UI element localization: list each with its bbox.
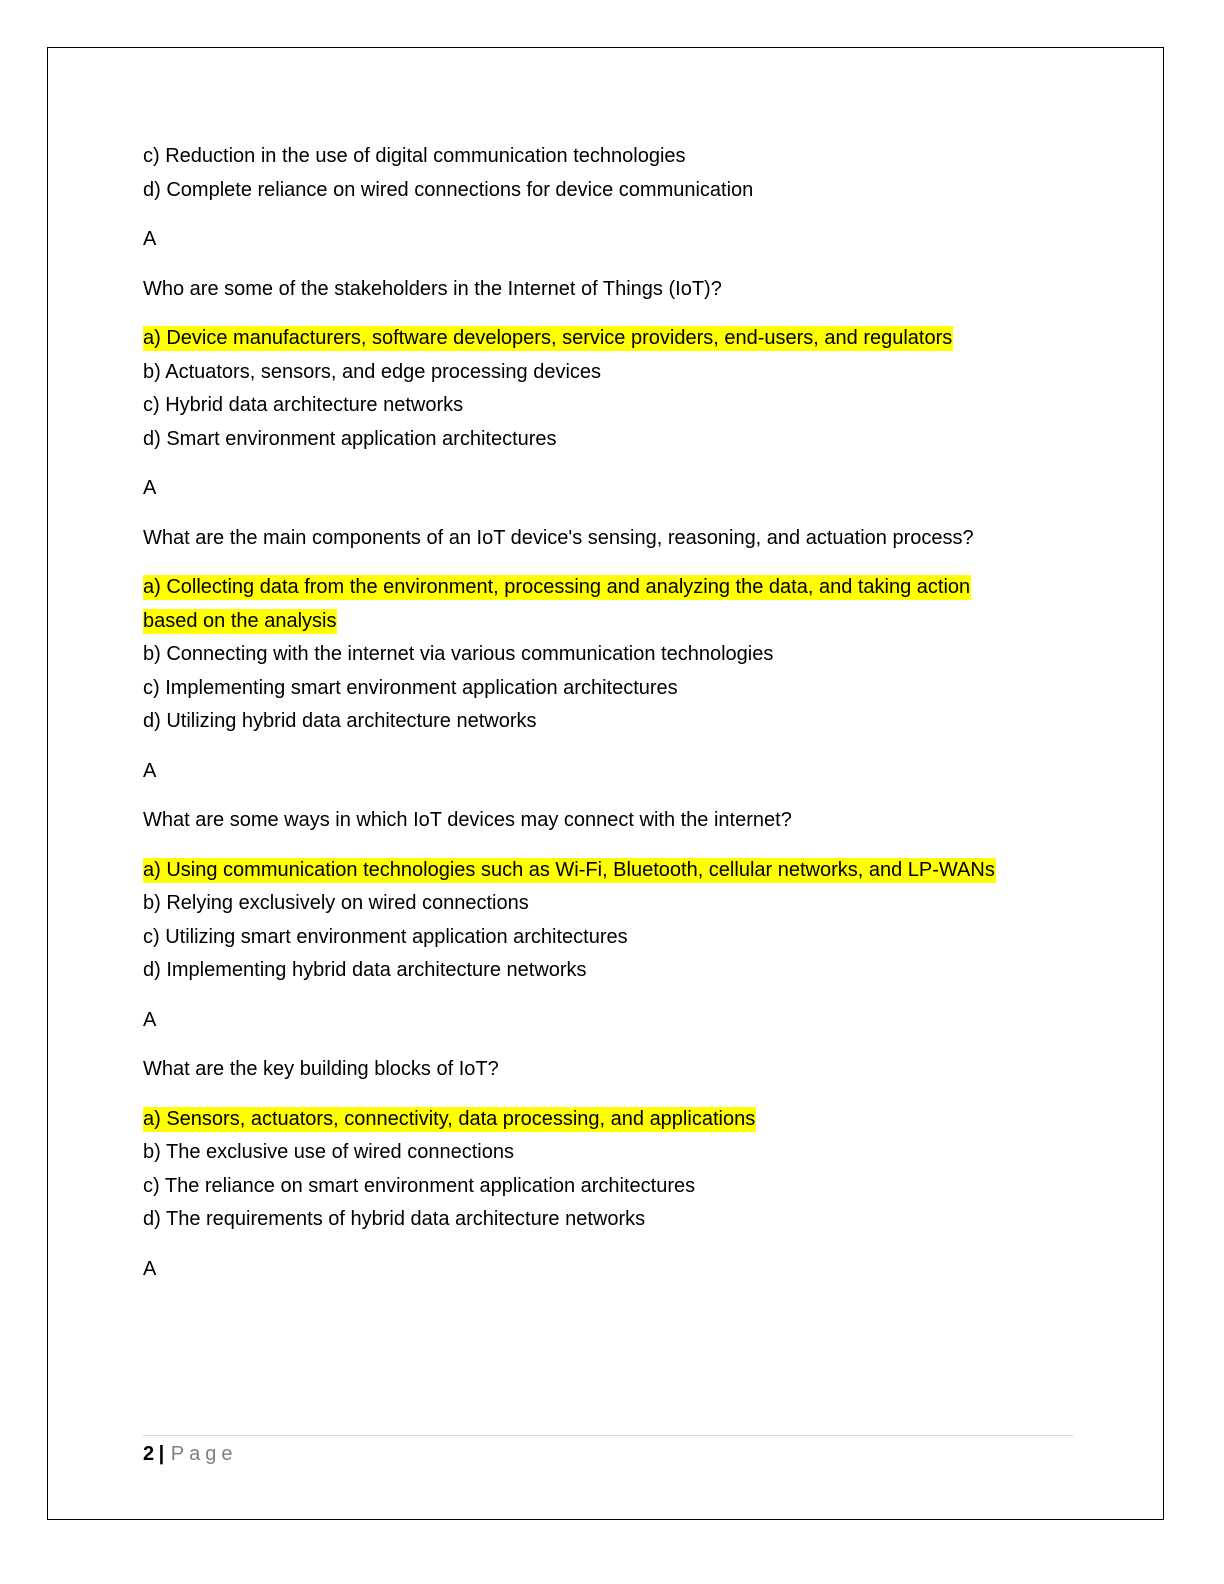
- q3-option-d: d) Implementing hybrid data architecture networks: [143, 959, 587, 981]
- q1-option-a: [143, 322, 1083, 356]
- spacer: [143, 506, 1083, 522]
- spacer: [143, 838, 1083, 854]
- q1-answer: A: [143, 477, 157, 499]
- carryover-option-d: d) Complete reliance on wired connections for device communication: [143, 178, 754, 201]
- q2-option-a-line2: [143, 605, 1083, 639]
- q3-answer: A: [143, 1008, 157, 1031]
- spacer: [143, 1087, 1083, 1103]
- spacer: [143, 739, 1083, 755]
- spacer: [143, 1037, 1083, 1053]
- q1-option-d: d) Smart environment application architectures: [143, 427, 557, 450]
- spacer: [143, 788, 1083, 804]
- q3-correct-highlight: a) Using communication technologies such as Wi-Fi, Bluetooth, cellular networks, and LP-WANs: [143, 858, 995, 881]
- q2-option-a-line1: [143, 571, 1083, 605]
- q3-option-a: [143, 854, 1083, 888]
- question-3: What are some ways in which IoT devices may connect with the internet?: [143, 809, 792, 831]
- spacer: [143, 207, 1083, 223]
- q4-option-c: c) The reliance on smart environment application architectures: [143, 1174, 696, 1197]
- q2-correct-highlight-cont: based on the analysis: [143, 609, 337, 632]
- carryover-answer: A: [143, 228, 157, 250]
- q4-option-a: [143, 1103, 1083, 1137]
- question-2: What are the main components of an IoT device's sensing, reasoning, and actuation process?: [143, 526, 974, 549]
- page-footer: [143, 1440, 237, 1468]
- spacer: [143, 555, 1083, 571]
- page-label: Page: [170, 1443, 238, 1465]
- q1-correct-highlight: a) Device manufacturers, software developers, service providers, end-users, and regulators: [143, 327, 953, 349]
- spacer: [143, 306, 1083, 322]
- carryover-option-c: c) Reduction in the use of digital communication technologies: [143, 145, 686, 167]
- spacer: [143, 988, 1083, 1004]
- spacer: [143, 456, 1083, 472]
- q3-option-c: c) Utilizing smart environment application architectures: [143, 925, 628, 948]
- q2-option-d: d) Utilizing hybrid data architecture networks: [143, 710, 537, 732]
- q4-option-d: d) The requirements of hybrid data architecture networks: [143, 1208, 646, 1230]
- spacer: [143, 1237, 1083, 1253]
- q2-option-b: b) Connecting with the internet via various communication technologies: [143, 643, 774, 665]
- q1-option-b: b) Actuators, sensors, and edge processing devices: [143, 360, 602, 383]
- spacer: [143, 257, 1083, 273]
- q4-answer: A: [143, 1257, 157, 1280]
- q3-option-b: b) Relying exclusively on wired connections: [143, 892, 529, 914]
- page-number: 2: [143, 1443, 155, 1465]
- document-body: [143, 140, 1083, 1286]
- question-1: Who are some of the stakeholders in the Internet of Things (IoT)?: [143, 277, 722, 300]
- footer-separator: |: [158, 1443, 165, 1465]
- q4-option-b: b) The exclusive use of wired connections: [143, 1141, 514, 1163]
- q1-option-c: c) Hybrid data architecture networks: [143, 394, 464, 416]
- q2-answer: A: [143, 759, 157, 782]
- q2-option-c: c) Implementing smart environment application architectures: [143, 676, 678, 699]
- question-4: What are the key building blocks of IoT?: [143, 1058, 499, 1080]
- footer-rule: [143, 1435, 1073, 1436]
- q2-correct-highlight: a) Collecting data from the environment, processing and analyzing the data, and taking action: [143, 576, 971, 598]
- q4-correct-highlight: a) Sensors, actuators, connectivity, data processing, and applications: [143, 1107, 756, 1130]
